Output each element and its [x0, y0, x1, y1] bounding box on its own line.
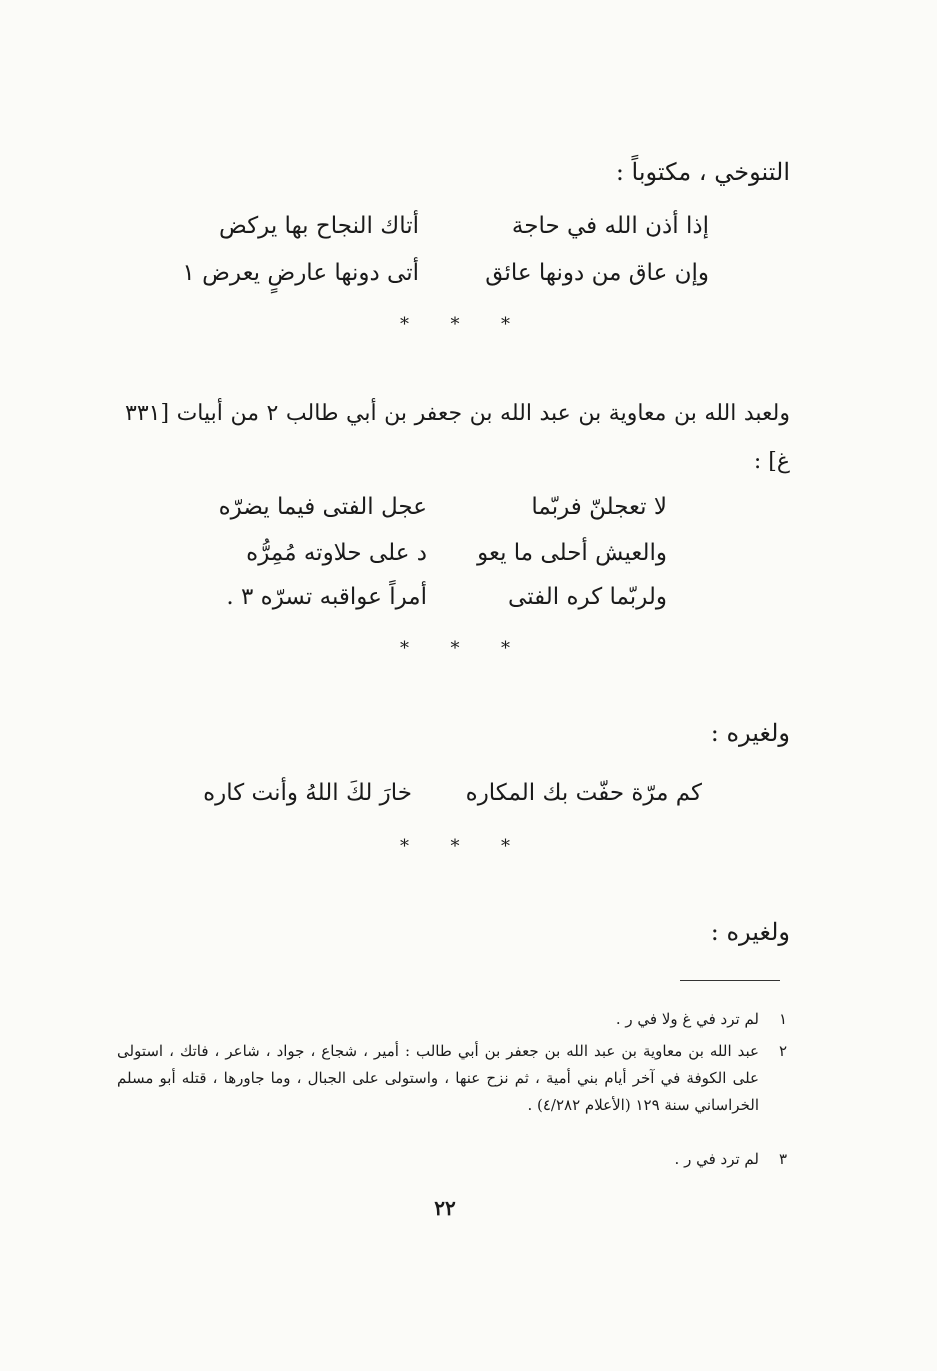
verse-line — [218, 494, 667, 520]
footnote — [117, 1038, 787, 1119]
footnote-rule — [680, 980, 780, 981]
footnote-text: لم ترد في ر . — [674, 1150, 759, 1168]
verse-line — [227, 540, 667, 566]
intro-lighayrihi-2: ولغيره : — [710, 918, 790, 946]
verse-line — [207, 584, 667, 610]
verse-line — [209, 213, 709, 239]
verse-line — [182, 260, 709, 286]
verse-hemistich-1: لا تعجلنّ فربّما — [531, 494, 667, 520]
verse-hemistich-1: إذا أذن الله في حاجة — [511, 213, 709, 239]
verse-hemistich-1: كم مرّة حفّت بك المكاره — [465, 780, 702, 806]
page-number: ٢٢ — [434, 1196, 456, 1220]
footnote-text: عبد الله بن معاوية بن عبد الله بن جعفر بن أبي طالب : أمير ، شجاع ، جواد ، شاعر ، فاتك ، استولى على الكوفة في آخر أيام بني أمية ، ثم نزح عنها ، واستولى على الجبال ، وما جاورها ، قتله أبو مسلم الخراساني سنة ١٢٩ (الأعلام ٤/٢٨٢) . — [117, 1042, 759, 1114]
intro-lighayrihi: ولغيره : — [710, 719, 790, 747]
verse-hemistich-2: خارَ لكَ اللهُ وأنت كاره — [203, 780, 412, 806]
verse-hemistich-1: والعيش أحلى ما يعو — [477, 540, 667, 566]
footnote-number: ٢ — [778, 1042, 787, 1060]
verse-hemistich-2: أمراً عواقبه تسرّه ٣ . — [226, 584, 427, 610]
footnote-number: ٣ — [778, 1150, 787, 1168]
intro-tanukhi: التنوخي ، مكتوباً : — [615, 158, 790, 186]
section-separator: * * * — [400, 314, 510, 335]
footnote-number: ١ — [778, 1010, 787, 1028]
verse-hemistich-2: د على حلاوته مُمِرُّه — [246, 540, 427, 566]
verse-line — [192, 780, 702, 806]
section-separator: * * * — [400, 836, 510, 857]
verse-hemistich-2: عجل الفتى فيما يضرّه — [218, 494, 427, 520]
verse-hemistich-1: ولربّما كره الفتى — [508, 584, 667, 610]
section-separator: * * * — [400, 638, 510, 659]
footnote — [117, 1146, 787, 1173]
footnote-text: لم ترد في غ ولا في ر . — [615, 1010, 759, 1028]
verse-hemistich-2: أتى دونها عارضٍ يعرض ١ — [182, 260, 419, 286]
verse-hemistich-2: أتاك النجاح بها يركض — [219, 213, 419, 239]
footnote — [117, 1006, 787, 1033]
prose-intro-abdullah: ولعبد الله بن معاوية بن عبد الله بن جعفر بن أبي طالب ٢ من أبيات [٣٣١ غ] : — [125, 401, 791, 474]
verse-hemistich-1: وإن عاق من دونها عائق — [485, 260, 709, 286]
